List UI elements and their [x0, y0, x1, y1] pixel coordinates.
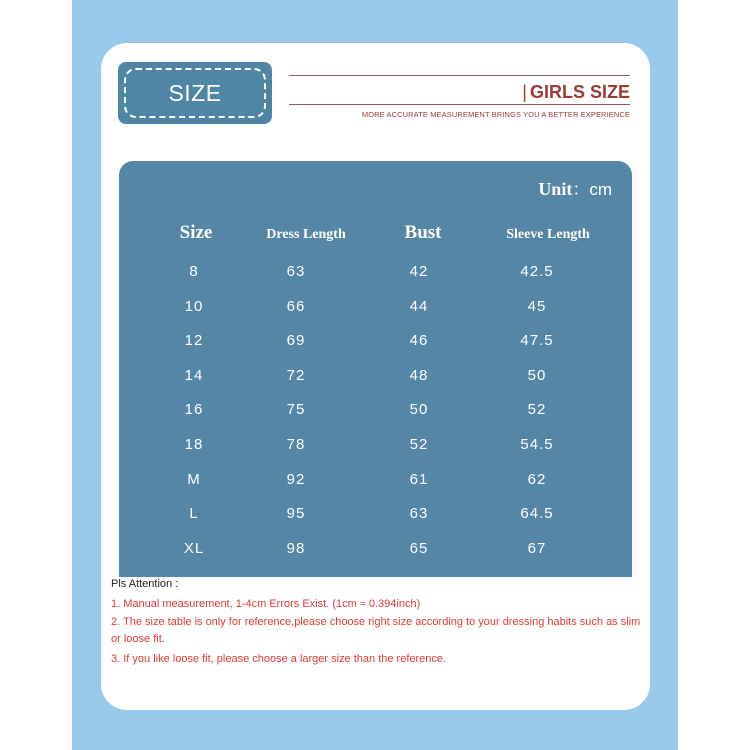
table-cell: 42 [409, 263, 429, 280]
attention-title: Pls Attention : [111, 578, 179, 590]
table-row [119, 505, 632, 535]
note-item: 2. The size table is only for reference,please choose right size according to your dressing habits such as slim or loose fit. [111, 616, 641, 645]
table-row [119, 298, 632, 328]
page-subtitle: MORE ACCURATE MEASUREMENT BRINGS YOU A BETTER EXPERIENCE [361, 110, 630, 119]
size-table [119, 161, 632, 577]
table-cell: 48 [409, 366, 429, 384]
column-header-dress-length: Dress Length [266, 227, 346, 242]
table-cell: 69 [286, 332, 306, 350]
table-cell: XL [183, 539, 205, 557]
table-cell: 66 [286, 297, 306, 315]
table-cell: 18 [184, 436, 204, 453]
table-row [119, 436, 632, 466]
title-divider-bottom [289, 104, 630, 105]
table-cell: 61 [409, 470, 429, 488]
table-cell: 52 [409, 436, 429, 453]
column-header-sleeve-length: Sleeve Length [506, 227, 590, 242]
note-item: 3. If you like loose fit, please choose a larger size than the reference. [111, 653, 447, 665]
table-cell: 14 [184, 366, 204, 384]
table-row [119, 471, 632, 501]
page-title-text: GIRLS SIZE [529, 82, 630, 102]
table-row [119, 540, 632, 570]
table-row [119, 332, 632, 362]
column-header-size: Size [179, 222, 213, 243]
unit-indicator [538, 175, 612, 200]
table-cell: 63 [286, 263, 306, 280]
note-item: 1. Manual measurement, 1-4cm Errors Exist. (1cm ≈ 0.394inch) [111, 598, 421, 610]
table-cell: 45 [527, 297, 547, 315]
table-cell: 10 [184, 297, 204, 315]
table-cell: 63 [409, 505, 429, 523]
table-cell: 46 [409, 332, 429, 350]
table-cell: 65 [409, 539, 429, 557]
unit-value: ：cm [572, 180, 612, 199]
page-title: | GIRLS SIZE [522, 82, 630, 102]
table-cell: 8 [189, 263, 199, 280]
table-cell: 44 [409, 297, 429, 315]
table-cell: 67 [527, 539, 547, 557]
table-cell: 50 [409, 401, 429, 419]
table-cell: 92 [286, 470, 306, 488]
size-badge [118, 62, 272, 124]
table-cell: 64.5 [520, 505, 554, 523]
table-cell: 47.5 [520, 332, 554, 350]
table-cell: 78 [286, 436, 306, 453]
table-cell: 62 [527, 470, 547, 488]
table-cell: L [189, 505, 199, 523]
table-cell: 95 [286, 505, 306, 523]
table-row [119, 401, 632, 431]
table-cell: M [187, 470, 201, 488]
table-row [119, 367, 632, 397]
table-cell: 54.5 [520, 436, 554, 453]
table-cell: 75 [286, 401, 306, 419]
unit-label: Unit [538, 179, 573, 199]
column-header-bust: Bust [404, 222, 442, 243]
table-cell: 12 [184, 332, 204, 350]
table-row [119, 263, 632, 293]
table-cell: 52 [527, 401, 547, 419]
size-badge-label: SIZE [124, 68, 266, 118]
table-cell: 50 [527, 366, 547, 384]
table-cell: 42.5 [520, 263, 554, 280]
title-divider-top [289, 75, 630, 76]
table-cell: 72 [286, 366, 306, 384]
table-cell: 98 [286, 539, 306, 557]
table-cell: 16 [184, 401, 204, 419]
